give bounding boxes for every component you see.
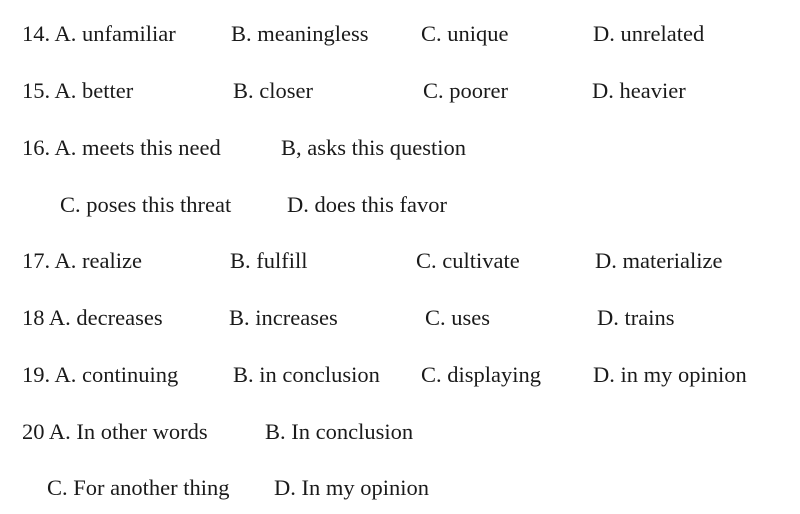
q17-option-a: 17. A. realize [22, 248, 142, 273]
q19-option-b: B. in conclusion [233, 362, 380, 387]
q16-option-c: C. poses this threat [60, 192, 232, 217]
q15-option-a: 15. A. better [22, 78, 134, 103]
q14-option-a: 14. A. unfamiliar [22, 21, 176, 46]
q17-option-b: B. fulfill [230, 248, 308, 273]
q19-option-d: D. in my opinion [593, 362, 747, 387]
q14-option-d: D. unrelated [593, 21, 705, 46]
q20-option-c: C. For another thing [47, 475, 230, 500]
q15-option-b: B. closer [233, 78, 313, 103]
question-20-row [0, 418, 800, 458]
q18-option-c: C. uses [425, 305, 491, 330]
q14-option-b: B. meaningless [231, 21, 369, 46]
question-16-row-continued [0, 191, 800, 231]
q16-option-b: B, asks this question [281, 135, 467, 160]
question-16-row [0, 134, 800, 174]
q16-option-a: 16. A. meets this need [22, 135, 221, 160]
q18-option-a: 18 A. decreases [22, 305, 163, 330]
q14-option-c: C. unique [421, 21, 509, 46]
q19-option-a: 19. A. continuing [22, 362, 179, 387]
question-19-row [0, 361, 800, 401]
question-20-row-continued [0, 474, 800, 514]
q17-option-c: C. cultivate [416, 248, 520, 273]
q16-option-d: D. does this favor [287, 192, 447, 217]
q19-option-c: C. displaying [421, 362, 542, 387]
q18-option-d: D. trains [597, 305, 675, 330]
q20-option-d: D. In my opinion [274, 475, 429, 500]
q20-option-b: B. In conclusion [265, 419, 414, 444]
q15-option-c: C. poorer [423, 78, 508, 103]
question-18-row [0, 304, 800, 344]
q18-option-b: B. increases [229, 305, 338, 330]
question-17-row [0, 247, 800, 287]
question-15-row [0, 77, 800, 117]
q17-option-d: D. materialize [595, 248, 723, 273]
q15-option-d: D. heavier [592, 78, 686, 103]
question-14-row [0, 20, 800, 60]
q20-option-a: 20 A. In other words [22, 419, 208, 444]
